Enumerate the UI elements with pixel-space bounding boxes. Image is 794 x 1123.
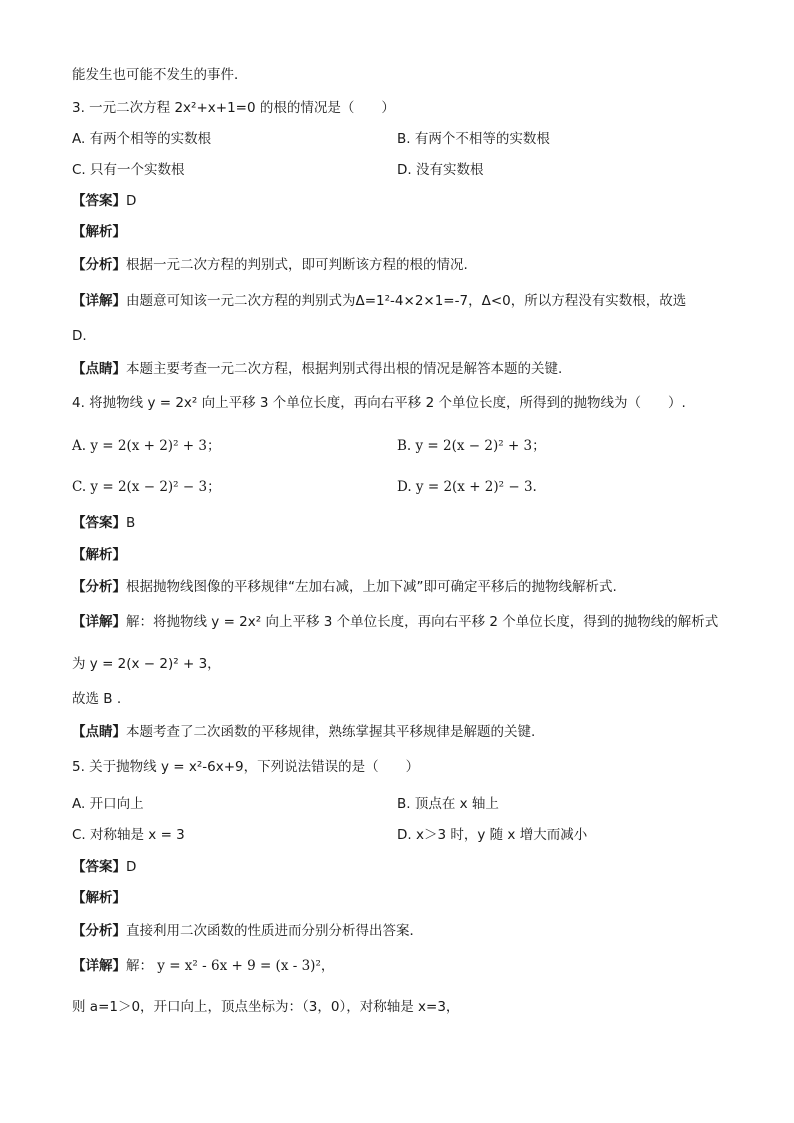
fenxi-tag: 【分析】 (72, 257, 126, 273)
answer-value: D (126, 859, 137, 875)
xiangjie-text: 解： y = x² - 6x + 9 = (x - 3)²， (126, 958, 335, 974)
fenxi-text: 根据抛物线图像的平移规律“左加右减，上加下减”即可确定平移后的抛物线解析式. (126, 579, 617, 595)
q4-option-c: C. y = 2(x − 2)² − 3； (72, 479, 221, 495)
q3-xiangjie-cont: D. (72, 328, 87, 344)
q3-option-a: A. 有两个相等的实数根 (72, 131, 212, 147)
xiangjie-text: 由题意可知该一元二次方程的判别式为Δ=1²-4×2×1=-7，Δ<0，所以方程没有实数根，故选 (126, 293, 687, 309)
xiangjie-text: 解：将抛物线 y = 2x² 向上平移 3 个单位长度，再向右平移 2 个单位长度，得到的抛物线的解析式 (126, 614, 719, 630)
q4-fenxi (72, 578, 617, 596)
question-3-stem: 3. 一元二次方程 2x²+x+1=0 的根的情况是（ ） (72, 100, 395, 116)
question-5-stem: 5. 关于抛物线 y = x²-6x+9，下列说法错误的是（ ） (72, 759, 420, 775)
q5-jiexi-tag: 【解析】 (72, 890, 126, 906)
q4-dianjing (72, 723, 535, 741)
q3-fenxi (72, 256, 468, 274)
question-4-stem: 4. 将抛物线 y = 2x² 向上平移 3 个单位长度，再向右平移 2 个单位长度，所得到的抛物线为（ ）. (72, 395, 686, 411)
xiangjie-tag: 【详解】 (72, 614, 126, 630)
dianjing-text: 本题主要考查一元二次方程，根据判别式得出根的情况是解答本题的关键. (126, 361, 563, 377)
q4-option-b: B. y = 2(x − 2)² + 3； (397, 438, 546, 454)
q5-answer (72, 858, 136, 876)
answer-value: D (126, 193, 137, 209)
q3-answer (72, 192, 136, 210)
q3-xiangjie (72, 292, 686, 310)
q4-xiangjie-cont: 为 y = 2(x − 2)² + 3， (72, 656, 221, 672)
xiangjie-tag: 【详解】 (72, 958, 126, 974)
q5-fenxi (72, 922, 423, 940)
xiangjie-tag: 【详解】 (72, 293, 126, 309)
q3-option-d: D. 没有实数根 (397, 162, 484, 178)
answer-value: B (126, 515, 136, 531)
fenxi-tag: 【分析】 (72, 579, 126, 595)
q4-option-d: D. y = 2(x + 2)² − 3. (397, 479, 537, 495)
answer-tag: 【答案】 (72, 859, 126, 875)
q5-option-c: C. 对称轴是 x = 3 (72, 827, 185, 843)
q5-option-b: B. 顶点在 x 轴上 (397, 796, 499, 812)
q4-guxuan: 故选 B . (72, 691, 122, 707)
q3-option-c: C. 只有一个实数根 (72, 162, 185, 178)
q5-option-a: A. 开口向上 (72, 796, 144, 812)
dianjing-text: 本题考查了二次函数的平移规律，熟练掌握其平移规律是解题的关键. (126, 724, 536, 740)
answer-tag: 【答案】 (72, 515, 126, 531)
q4-answer (72, 514, 135, 532)
q3-option-b: B. 有两个不相等的实数根 (397, 131, 550, 147)
q4-jiexi-tag: 【解析】 (72, 547, 126, 563)
dianjing-tag: 【点睛】 (72, 724, 126, 740)
fenxi-text: 直接利用二次函数的性质进而分别分析得出答案． (126, 923, 423, 939)
text-line: 能发生也可能不发生的事件． (72, 67, 248, 83)
q5-option-d: D. x＞3 时，y 随 x 增大而减小 (397, 827, 588, 843)
q3-dianjing (72, 360, 562, 378)
fenxi-tag: 【分析】 (72, 923, 126, 939)
q5-last-line: 则 a=1＞0，开口向上，顶点坐标为：（3，0），对称轴是 x=3， (72, 999, 460, 1015)
answer-tag: 【答案】 (72, 193, 126, 209)
q5-xiangjie (72, 957, 334, 975)
q4-xiangjie (72, 613, 718, 631)
q3-jiexi-tag: 【解析】 (72, 224, 126, 240)
fenxi-text: 根据一元二次方程的判别式，即可判断该方程的根的情况. (126, 257, 468, 273)
dianjing-tag: 【点睛】 (72, 361, 126, 377)
q4-option-a: A. y = 2(x + 2)² + 3； (72, 438, 221, 454)
